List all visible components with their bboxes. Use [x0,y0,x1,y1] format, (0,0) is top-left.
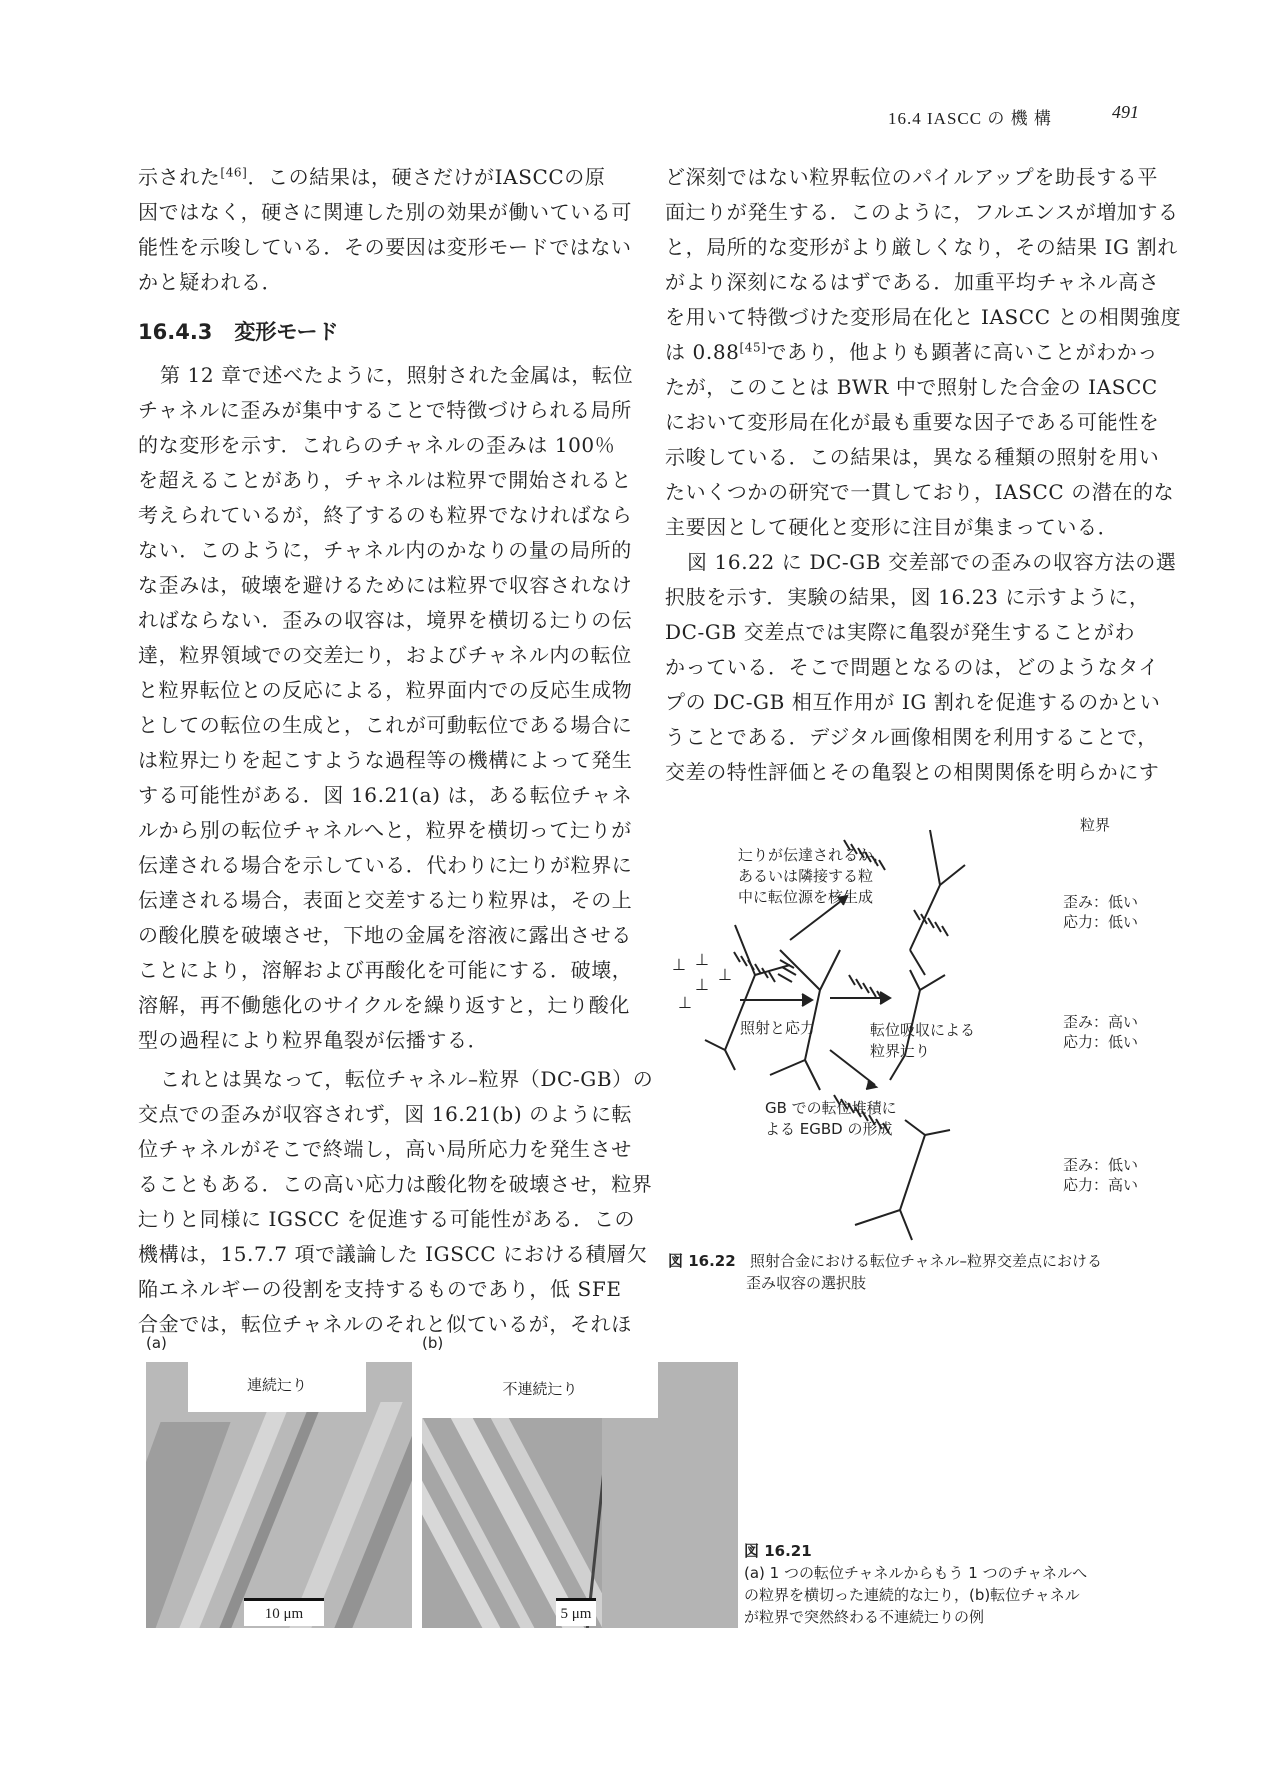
text-line: たいくつかの研究で一貫しており，IASCC の潜在的な [665,480,1175,504]
grain-boundary-line [900,1120,925,1210]
text-line: ルから別の転位チャネルへと，粒界を横切って辷りが [138,818,632,842]
outcome-line: 歪み：低い [1063,1156,1139,1174]
text-line: を超えることがあり，チャネルは粒界で開始されると [138,468,632,492]
text-line: 主要因として硬化と変形に注目が集まっている． [665,515,1119,539]
outcome-line: 応力：高い [1063,1176,1139,1194]
text-line: ることもある．この高い応力は酸化物を破壊させ，粒界 [138,1172,653,1196]
dislocation-symbol: ⊥ [695,975,709,994]
citation-ref: [45] [739,340,767,355]
dislocation-symbol: ⊥ [678,993,692,1012]
scale-bar [244,1598,324,1601]
text-line: がより深刻になるはずである．加重平均チャネル高さ [665,270,1160,294]
right-para-1 [665,160,1181,545]
left-para-1 [138,358,633,1058]
fig22-label-middle [870,1020,975,1062]
label-line: 中に転位源を核生成 [738,888,874,906]
text-line: 陥エネルギーの役割を支持するものであり，低 SFE [138,1277,622,1301]
text-line: を用いて特徴づけた変形局在化と IASCC との相関強度 [665,305,1182,329]
grain-boundary-line [820,950,840,990]
fig22-label-bottom [765,1098,897,1140]
outcome-line: 歪み：高い [1063,1013,1139,1031]
text-line: としての転位の生成と，これが可動転位である場合に [138,713,633,737]
grain-boundary-line [770,1060,805,1075]
section-heading [138,316,339,346]
caption-line: 歪み収容の選択肢 [746,1274,867,1292]
label-grain-boundary: 粒界 [1080,816,1111,834]
text-line: 交差の特性評価とその亀裂との相関関係を明らかにす [665,760,1160,784]
text-line: 択肢を示す．実験の結果，図 16.23 に示すように， [665,585,1150,609]
text-line: これとは異なって，転位チャネル–粒界（DC-GB）の [160,1067,654,1091]
text-line: ればならない．歪みの収容は，境界を横切る辷りの伝 [138,608,633,632]
text-line: 機構は，15.7.7 項で議論した IGSCC における積層欠 [138,1242,648,1266]
dislocation-symbols [672,950,732,1012]
grain-boundary-line [925,1130,950,1135]
text-line: かっている．そこで問題となるのは，どのようなタイ [665,655,1159,679]
dislocation-symbol: ⊥ [695,950,709,969]
text-line: の酸化膜を破壊させ，下地の金属を溶液に露出させる [138,923,632,947]
text-line: うことである．デジタル画像相関を利用することで， [665,725,1158,749]
caption-line: (a) 1 つの転位チャネルからもう 1 つのチャネルへ [744,1564,1088,1582]
caption-number: 図 16.21 [744,1542,812,1560]
label-line: 辷りが伝達されるか， [738,846,889,864]
running-header: 16.4 IASCC の 機 構 [888,109,1052,128]
citation-ref: [46] [220,165,248,180]
text-line: 第 12 章で述べたように，照射された金属は，転位 [160,363,634,387]
panel-b-tag: (b) [422,1334,444,1352]
fig22-outcome-bottom [1063,1155,1138,1195]
micrograph-a [146,1362,412,1628]
text-line: は 0.88[45]であり，他よりも顕著に高いことがわかっ [665,340,1158,364]
grain-boundary-line [910,830,940,950]
text-line: と粒界転位との反応による，粒界面内での反応生成物 [138,678,633,702]
text-line: ど深刻ではない粒界転位のパイルアップを助長する平 [665,165,1158,189]
text-line: において変形局在化が最も重要な因子である可能性を [665,410,1160,434]
text-line: 考えられているが，終了するのも粒界でなければなら [138,503,633,527]
fig22-label-top [738,845,888,908]
dislocation-symbol: ⊥ [718,965,732,984]
section-number: 16.4.3 [138,320,213,344]
text-line: 能性を示唆している．その要因は変形モードではない [138,235,632,259]
dislocation-symbol: ⊥ [672,955,686,974]
text-line: DC-GB 交差点では実際に亀裂が発生することがわ [665,620,1136,644]
label-line: よる EGBD の形成 [765,1120,893,1138]
micrograph-b [422,1362,738,1628]
text-line: 達，粒界領域での交差辷り，およびチャネル内の転位 [138,643,632,667]
text-line: 伝達される場合を示している．代わりに辷りが粒界に [138,853,633,877]
text-line: 型の過程により粒界亀裂が伝播する． [138,1028,489,1052]
text-line: ない．このように，チャネル内のかなりの量の局所的 [138,538,632,562]
text-line: 辷りと同様に IGSCC を促進する可能性がある．この [138,1207,636,1231]
text-line: ことにより，溶解および再酸化を可能にする．破壊， [138,958,633,982]
page-number: 491 [1112,102,1139,122]
outcome-line: 応力：低い [1063,913,1139,931]
text-line: 的な変形を示す．これらのチャネルの歪みは 100％ [138,433,616,457]
text-line: 示された[46]．この結果は，硬さだけがIASCCの原 [138,165,606,189]
grain-boundary-line [725,1050,735,1070]
left-para-2 [138,1062,653,1342]
text-line: 面辷りが発生する．このように，フルエンスが増加する [665,200,1179,224]
panel-a-scale-label: 10 μm [244,1598,324,1626]
scale-bar [556,1598,596,1601]
grain-boundary-line [805,1060,820,1090]
figure-16-21-caption [744,1540,1087,1628]
caption-line: の粒界を横切った連続的な辷り，(b)転位チャネル [744,1586,1080,1604]
panel-a-label: 連続辷り [188,1362,366,1412]
caption-line: が粒界で突然終わる不連続辷りの例 [744,1608,985,1626]
grain-boundary-line [705,1040,725,1050]
fig22-label-irradiation: 照射と応力 [740,1019,816,1037]
text-line: 図 16.22 に DC-GB 交差部での歪みの収容方法の選 [687,550,1177,574]
text-line: する可能性がある．図 16.21(a) は，ある転位チャネ [138,783,633,807]
panel-b-label: 不連続辷り [422,1362,658,1418]
grain-boundary-line [920,975,945,990]
text-line: な歪みは，破壊を避けるためには粒界で収容されなけ [138,573,633,597]
text-line: 交点での歪みが収容されず，図 16.21(b) のように転 [138,1102,633,1126]
label-line: あるいは隣接する粒 [738,867,874,885]
text-line: 位チャネルがそこで終端し，高い局所応力を発生させ [138,1137,632,1161]
text-line: たが，このことは BWR 中で照射した合金の IASCC [665,375,1158,399]
right-para-2 [665,545,1176,790]
text-line: かと疑われる． [138,270,283,294]
label-line: GB での転位堆積に [765,1099,897,1117]
label-line: 転位吸収による [870,1021,976,1039]
fig22-outcome-middle [1063,1012,1138,1052]
outcome-line: 応力：低い [1063,1033,1139,1051]
left-para-top [138,160,632,300]
text-line: は粒界辷りを起こすような過程等の機構によって発生 [138,748,633,772]
text-line: 示唆している．この結果は，異なる種類の照射を用い [665,445,1160,469]
slip-band [146,1422,231,1628]
text-line: 因ではなく，硬さに関連した別の効果が働いている可 [138,200,632,224]
caption-number: 図 16.22 [668,1252,736,1270]
text-line: と，局所的な変形がより厳しくなり，その結果 IG 割れ [665,235,1178,259]
outcome-line: 歪み：低い [1063,893,1139,911]
panel-a-tag: (a) [146,1334,167,1352]
text-line: チャネルに歪みが集中することで特徴づけられる局所 [138,398,632,422]
figure-16-22-caption [668,1250,1102,1294]
grain-boundary-line [940,865,965,885]
section-title: 変形モード [234,320,339,344]
text-line: 伝達される場合，表面と交差する辷り粒界は，その上 [138,888,633,912]
grain-boundary-line [910,950,925,975]
caption-line: 照射合金における転位チャネル–粒界交差点における [749,1252,1103,1270]
label-line: 粒界辷り [870,1042,931,1060]
grain-boundary-line [855,1210,900,1225]
text-line: 溶解，再不働態化のサイクルを繰り返すと，辷り酸化 [138,993,630,1017]
text-line: 合金では，転位チャネルのそれと似ているが，それほ [138,1312,632,1336]
text-line: プの DC-GB 相互作用が IG 割れを促進するのかとい [665,690,1161,714]
panel-b-scale-label: 5 μm [556,1598,596,1626]
arrow-to-pileup [830,1050,875,1085]
grain-boundary-line [900,1210,912,1240]
fig22-outcome-top [1063,892,1138,932]
